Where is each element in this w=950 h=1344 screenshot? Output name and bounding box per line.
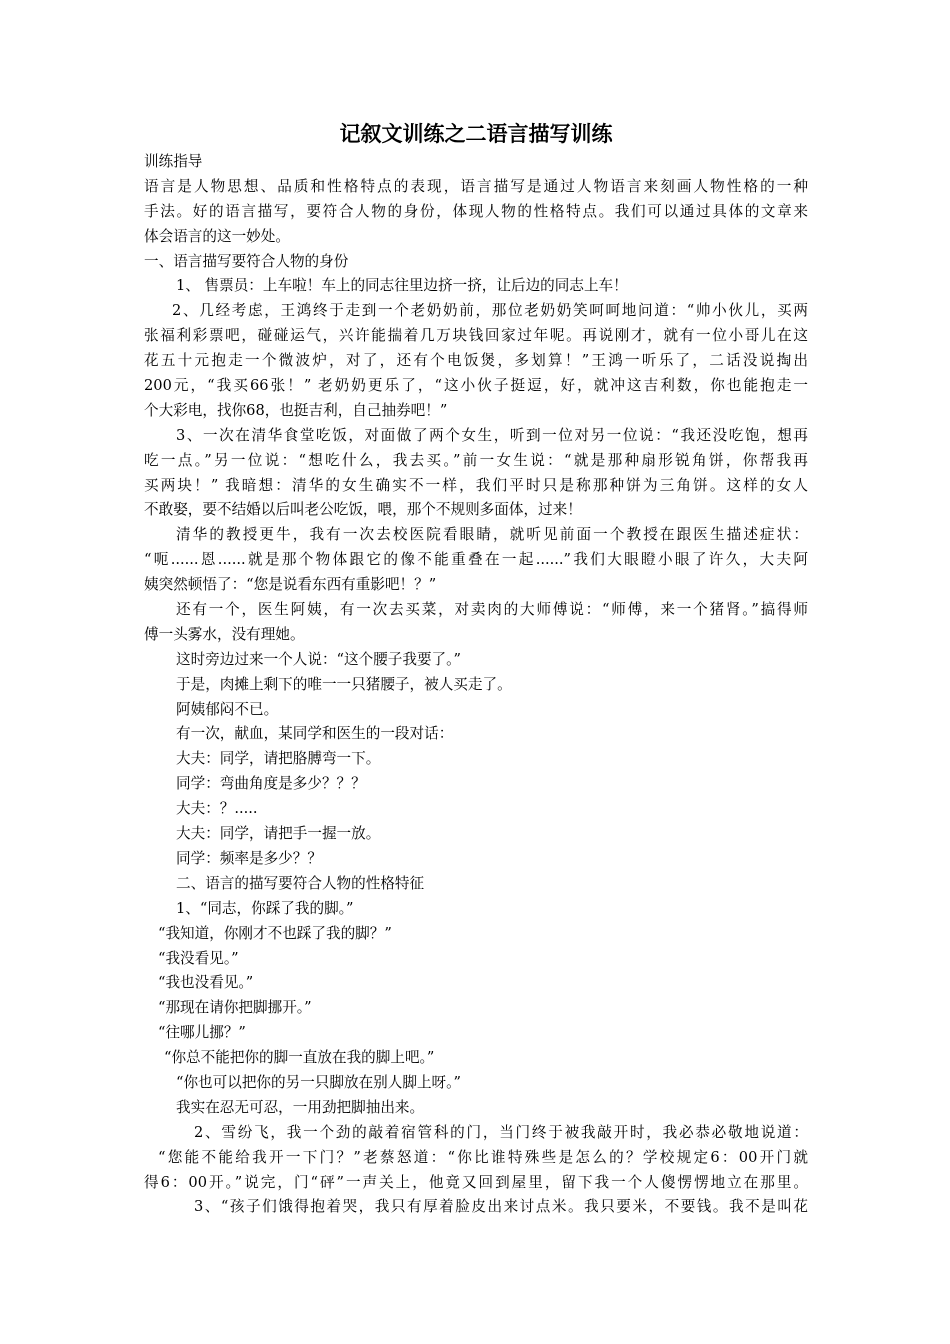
text-line: “你总不能把你的脚一直放在我的脚上吧。” [164, 1049, 435, 1067]
text-line: 200元，“我买66张！” 老奶奶更乐了，“这小伙子挺逗，好，就冲这吉利数，你也能抱走一 [144, 377, 808, 395]
text-line: “呃......恩......就是那个物体跟它的像不能重叠在一起......”我们大眼瞪小眼了许久，大夫阿 [144, 551, 808, 569]
text-line: 还有一个，医生阿姨，有一次去买菜，对卖肉的大师傅说：“师傅，来一个猪肾。”搞得师 [176, 601, 808, 619]
text-line: 个大彩电，找你68，也挺吉利，自己抽券吧！” [144, 401, 448, 419]
text-line: 花五十元抱走一个微波炉，对了，还有个电饭煲，多划算！”王鸿一听乐了，二话没说掏出 [144, 352, 808, 370]
text-line: 傅一头雾水，没有理她。 [144, 625, 305, 643]
text-line: 语言是人物思想、品质和性格特点的表现，语言描写是通过人物语言来刻画人物性格的一种 [144, 177, 808, 195]
text-line: 1、 售票员：上车啦！车上的同志往里边挤一挤，让后边的同志上车！ [176, 277, 628, 295]
text-line: 2、雪纷飞，我一个劲的敲着宿管科的门，当门终于被我敲开时，我必恭必敬地说道： [194, 1123, 808, 1141]
text-line: 买两块！” 我暗想：清华的女生确实不一样，我们平时只是称那种饼为三角饼。这样的女人 [144, 476, 808, 494]
text-line: 阿姨郁闷不已。 [176, 700, 279, 718]
text-line: 同学：频率是多少？？ [176, 849, 322, 867]
document-body [144, 150, 808, 1220]
text-line: “您能不能给我开一下门？”老蔡怒道：“你比谁特殊些是怎么的？学校规定6：00开门就 [158, 1148, 808, 1166]
text-line: 2、几经考虑，王鸿终于走到一个老奶奶前，那位老奶奶笑呵呵地问道：“帅小伙儿，买两 [172, 302, 808, 320]
text-line: 大夫：同学，请把胳膊弯一下。 [176, 750, 381, 768]
text-line: 同学：弯曲角度是多少？？？ [176, 775, 366, 793]
text-line: 训练指导 [144, 153, 203, 170]
text-line: 手法。好的语言描写，要符合人物的身份，体现人物的性格特点。我们可以通过具体的文章来 [144, 202, 808, 220]
text-line: 一、语言描写要符合人物的身份 [144, 252, 349, 270]
text-line: 大夫：同学，请把手一握一放。 [176, 825, 381, 843]
text-line: 二、语言的描写要符合人物的性格特征 [176, 874, 425, 892]
text-line: 姨突然顿悟了：“您是说看东西有重影吧！？” [144, 576, 437, 594]
text-line: “我没看见。” [158, 949, 239, 967]
text-line: 大夫：？..... [176, 800, 258, 818]
text-line: 3、“孩子们饿得抱着哭，我只有厚着脸皮出来讨点米。我只要米，不要钱。我不是叫花 [194, 1198, 808, 1216]
text-line: 张福利彩票吧，碰碰运气，兴许能揣着几万块钱回家过年呢。再说刚才，就有一位小哥儿在这 [144, 327, 808, 345]
text-line: 体会语言的这一妙处。 [144, 227, 290, 245]
text-line: “那现在请你把脚挪开。” [158, 999, 312, 1017]
document-title: 记叙文训练之二语言描写训练 [339, 122, 613, 146]
text-line: 于是，肉摊上剩下的唯一一只猪腰子，被人买走了。 [176, 675, 512, 693]
text-line: 3、一次在清华食堂吃饭，对面做了两个女生，听到一位对另一位说：“我还没吃饱，想再 [176, 426, 808, 444]
text-line: “往哪儿挪？” [158, 1024, 246, 1042]
text-line: 1、“同志，你踩了我的脚。” [176, 899, 354, 917]
text-line: 这时旁边过来一个人说：“这个腰子我要了。” [176, 650, 461, 668]
text-line: 清华的教授更牛，我有一次去校医院看眼睛，就听见前面一个教授在跟医生描述症状： [176, 526, 808, 544]
text-line: “我也没看见。” [158, 974, 254, 992]
text-line: 不敢娶，要不结婚以后叫老公吃饭，喂，那个不规则多面体，过来！ [144, 501, 582, 519]
text-line: 吃一点。”另一位说：“想吃什么，我去买。”前一女生说：“就是那种扇形锐角饼，你帮我再 [144, 451, 808, 469]
document-page [144, 118, 808, 1220]
text-line: 得6：00开。”说完，门“砰”一声关上，他竟又回到屋里，留下我一个人傻愣愣地立在那里。 [144, 1173, 808, 1191]
text-line: “你也可以把你的另一只脚放在别人脚上呀。” [176, 1073, 461, 1091]
text-line: “我知道，你刚才不也踩了我的脚？” [158, 924, 392, 942]
text-line: 有一次，献血，某同学和医生的一段对话： [176, 725, 454, 743]
text-line: 我实在忍无可忍，一用劲把脚抽出来。 [176, 1098, 425, 1116]
